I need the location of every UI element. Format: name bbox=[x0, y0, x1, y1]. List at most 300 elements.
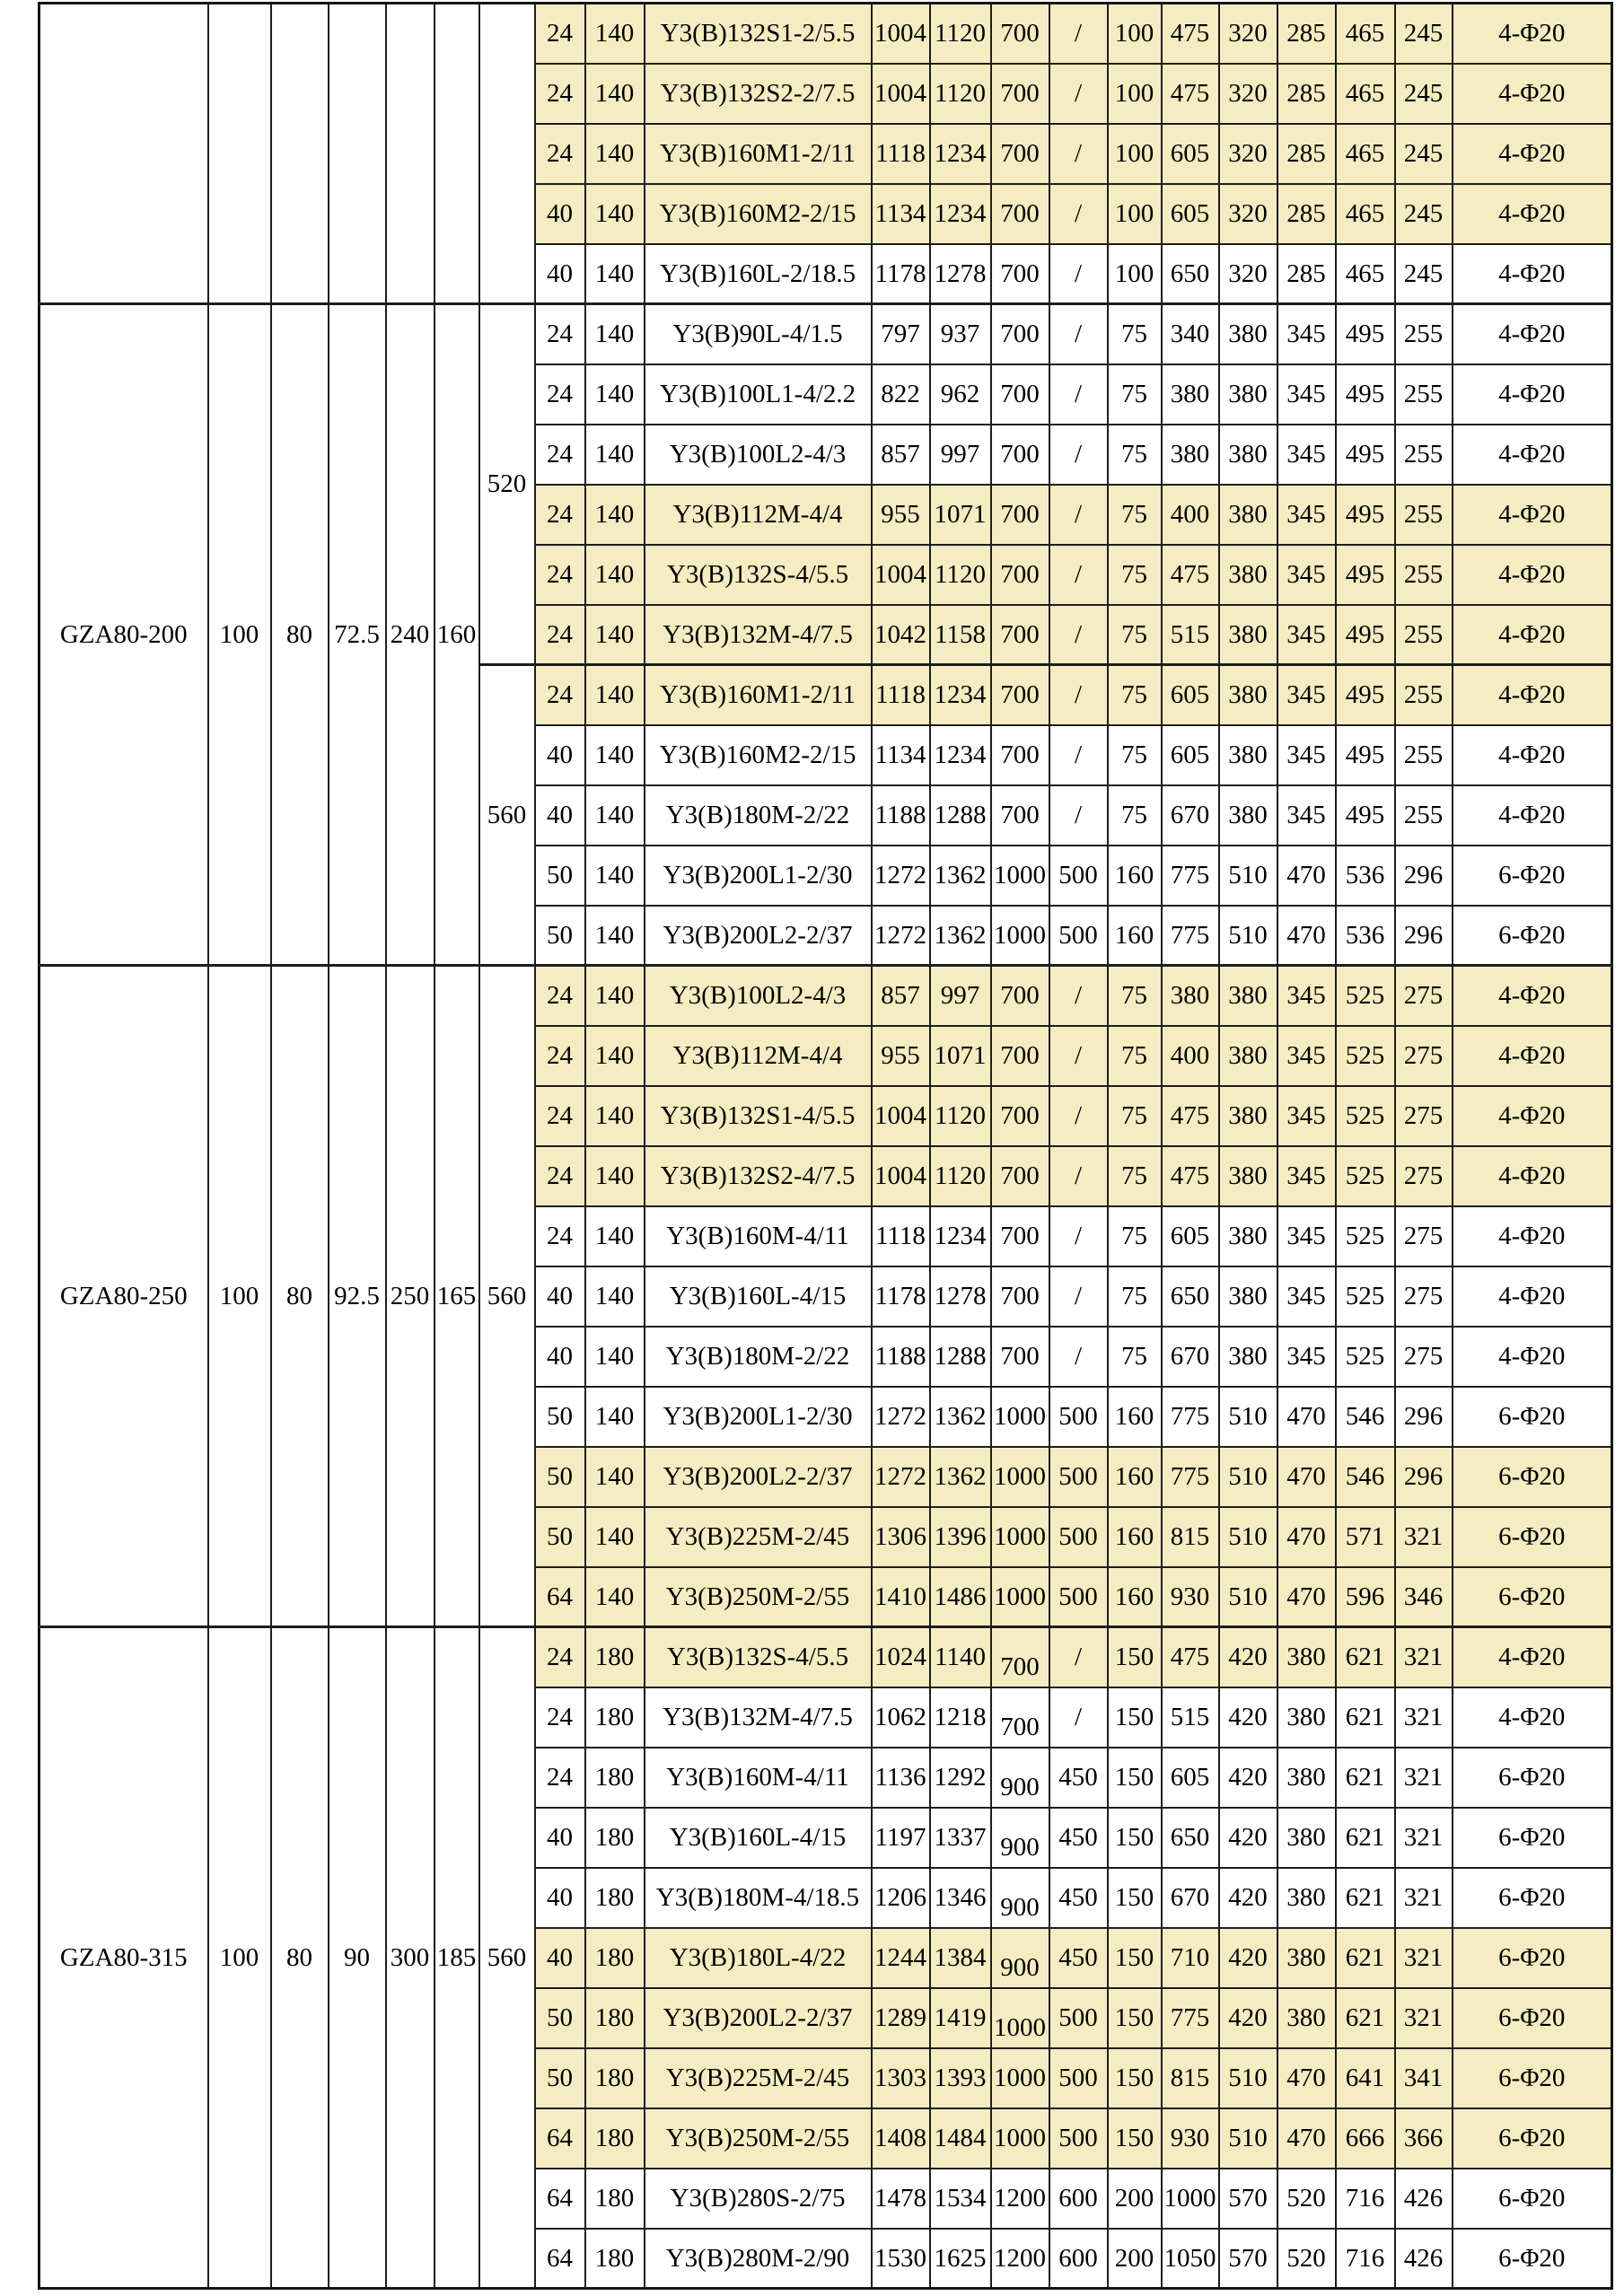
data-cell-text: 160 bbox=[1114, 1582, 1154, 1611]
data-cell-text: / bbox=[1074, 1281, 1083, 1310]
data-cell bbox=[585, 545, 645, 605]
data-cell bbox=[535, 485, 585, 545]
data-cell bbox=[991, 846, 1049, 906]
data-cell-text: 321 bbox=[1403, 1762, 1444, 1792]
data-cell bbox=[1336, 425, 1395, 485]
data-cell bbox=[991, 1507, 1049, 1567]
data-cell-text: 150 bbox=[1114, 1762, 1154, 1792]
data-cell bbox=[1108, 1447, 1162, 1507]
data-cell bbox=[1049, 1868, 1108, 1928]
data-cell-text: / bbox=[1074, 1221, 1083, 1250]
mount-group-cell-text: 560 bbox=[487, 800, 527, 829]
data-cell bbox=[1277, 1026, 1336, 1086]
data-cell bbox=[930, 1868, 991, 1928]
dim-cell-text: 165 bbox=[436, 1281, 477, 1310]
data-cell bbox=[585, 725, 645, 785]
data-cell-text: 621 bbox=[1345, 1643, 1385, 1672]
data-cell-text: 1188 bbox=[874, 800, 926, 829]
data-cell bbox=[1219, 1206, 1277, 1266]
data-cell-text: 296 bbox=[1403, 1401, 1444, 1431]
data-cell bbox=[535, 1387, 585, 1447]
data-cell-text: 1134 bbox=[874, 740, 926, 769]
data-cell bbox=[1395, 124, 1453, 184]
data-cell bbox=[1336, 1507, 1395, 1567]
data-cell-text: 255 bbox=[1403, 320, 1444, 349]
data-cell bbox=[1162, 1868, 1219, 1928]
data-cell bbox=[1277, 785, 1336, 846]
bolt-spec-cell bbox=[1453, 364, 1612, 425]
data-cell bbox=[991, 1928, 1049, 1988]
data-cell bbox=[1395, 2229, 1453, 2289]
data-cell-text: / bbox=[1074, 259, 1083, 288]
data-cell bbox=[1162, 1687, 1219, 1748]
data-cell-text: 775 bbox=[1170, 860, 1210, 889]
data-cell bbox=[1108, 1808, 1162, 1868]
dim-cell bbox=[271, 4, 329, 304]
data-cell bbox=[1108, 364, 1162, 425]
data-cell bbox=[1049, 1327, 1108, 1387]
data-cell bbox=[1219, 1387, 1277, 1447]
data-cell bbox=[1395, 184, 1453, 244]
model-cell-text: GZA80-315 bbox=[59, 1942, 188, 1972]
data-cell bbox=[1336, 846, 1395, 906]
data-cell-text: 345 bbox=[1286, 1100, 1326, 1130]
data-cell bbox=[1395, 1928, 1453, 1988]
data-cell bbox=[1336, 4, 1395, 64]
data-cell bbox=[1395, 4, 1453, 64]
bolt-spec-cell-text: 4-Φ20 bbox=[1498, 1161, 1566, 1190]
data-cell-text: 775 bbox=[1170, 920, 1210, 950]
data-cell bbox=[1108, 425, 1162, 485]
data-cell bbox=[1277, 364, 1336, 425]
motor-model-cell bbox=[645, 1266, 872, 1327]
data-cell-text: 857 bbox=[881, 981, 920, 1011]
data-cell bbox=[872, 2048, 930, 2108]
data-cell bbox=[1219, 1627, 1277, 1687]
motor-model-cell bbox=[645, 1627, 872, 1687]
data-cell bbox=[1395, 966, 1453, 1026]
data-cell-text: 140 bbox=[594, 1221, 635, 1250]
data-cell bbox=[1277, 846, 1336, 906]
data-cell-text: 275 bbox=[1403, 981, 1444, 1011]
data-cell-text: 345 bbox=[1286, 1221, 1326, 1250]
data-cell-text: 1200 bbox=[994, 2243, 1046, 2273]
data-cell bbox=[585, 1086, 645, 1146]
data-cell bbox=[1049, 1567, 1108, 1627]
bolt-spec-cell-text: 4-Φ20 bbox=[1498, 320, 1566, 349]
data-cell bbox=[1162, 1206, 1219, 1266]
bolt-spec-cell bbox=[1453, 1808, 1612, 1868]
data-cell-text: / bbox=[1074, 499, 1083, 529]
data-cell bbox=[1395, 1507, 1453, 1567]
motor-model-cell-text: Y3(B)132S-4/5.5 bbox=[666, 559, 849, 589]
data-cell bbox=[585, 1327, 645, 1387]
data-cell-text: 1484 bbox=[934, 2123, 987, 2152]
data-cell bbox=[1162, 2229, 1219, 2289]
data-cell-text: 1272 bbox=[874, 920, 926, 950]
data-cell bbox=[1108, 64, 1162, 124]
data-cell-text: 1062 bbox=[874, 1702, 926, 1731]
data-cell-text: 525 bbox=[1345, 1100, 1385, 1130]
data-cell-text: 571 bbox=[1345, 1521, 1385, 1551]
data-cell-text: 275 bbox=[1403, 1221, 1444, 1250]
bolt-spec-cell-text: 6-Φ20 bbox=[1498, 1401, 1566, 1431]
data-cell-text: 380 bbox=[1228, 320, 1268, 349]
data-cell bbox=[585, 1687, 645, 1748]
data-cell-text: 75 bbox=[1121, 559, 1147, 589]
data-cell bbox=[585, 1206, 645, 1266]
data-cell bbox=[1219, 966, 1277, 1026]
data-cell-text: 380 bbox=[1286, 1702, 1326, 1731]
bolt-spec-cell bbox=[1453, 1687, 1612, 1748]
data-cell-text: 320 bbox=[1228, 138, 1268, 168]
data-cell bbox=[1049, 304, 1108, 364]
data-cell-text: 140 bbox=[594, 1161, 635, 1190]
data-cell bbox=[1336, 725, 1395, 785]
data-cell bbox=[1395, 1206, 1453, 1266]
data-cell bbox=[535, 2048, 585, 2108]
data-cell-text: 245 bbox=[1403, 198, 1444, 228]
data-cell bbox=[535, 906, 585, 966]
data-cell-text: 500 bbox=[1058, 2063, 1098, 2092]
dim-cell bbox=[435, 1627, 479, 2289]
data-cell bbox=[1395, 1447, 1453, 1507]
data-cell-text: 24 bbox=[547, 619, 573, 649]
data-cell bbox=[1277, 2048, 1336, 2108]
data-cell bbox=[1108, 725, 1162, 785]
data-cell bbox=[930, 1447, 991, 1507]
motor-model-cell bbox=[645, 906, 872, 966]
motor-model-cell bbox=[645, 1748, 872, 1808]
data-cell bbox=[991, 1748, 1049, 1808]
bolt-spec-cell-text: 6-Φ20 bbox=[1498, 2063, 1566, 2092]
motor-model-cell-text: Y3(B)280S-2/75 bbox=[670, 2183, 846, 2213]
data-cell-text: 1004 bbox=[874, 559, 926, 589]
data-cell-text: 900 bbox=[1000, 1952, 1040, 1982]
data-cell bbox=[1277, 2169, 1336, 2229]
bolt-spec-cell bbox=[1453, 184, 1612, 244]
data-cell bbox=[1049, 906, 1108, 966]
bolt-spec-cell bbox=[1453, 2229, 1612, 2289]
motor-model-cell bbox=[645, 2169, 872, 2229]
motor-model-cell bbox=[645, 605, 872, 665]
data-cell bbox=[1395, 1687, 1453, 1748]
dim-cell bbox=[271, 966, 329, 1627]
data-cell-text: 160 bbox=[1114, 1521, 1154, 1551]
data-cell-text: 857 bbox=[881, 439, 920, 469]
data-cell-text: 296 bbox=[1403, 860, 1444, 889]
data-cell-text: 160 bbox=[1114, 1461, 1154, 1491]
data-cell-text: 1337 bbox=[934, 1822, 987, 1852]
data-cell bbox=[1162, 846, 1219, 906]
data-cell-text: 50 bbox=[547, 920, 573, 950]
motor-model-cell-text: Y3(B)250M-2/55 bbox=[665, 2123, 850, 2152]
motor-model-cell bbox=[645, 1086, 872, 1146]
data-cell-text: 500 bbox=[1058, 1461, 1098, 1491]
data-cell bbox=[872, 485, 930, 545]
data-cell-text: 1362 bbox=[934, 1461, 987, 1491]
data-cell bbox=[930, 785, 991, 846]
data-cell-text: 1278 bbox=[934, 259, 987, 288]
data-cell bbox=[1219, 785, 1277, 846]
data-cell-text: 285 bbox=[1286, 259, 1326, 288]
data-cell-text: 75 bbox=[1121, 379, 1147, 408]
motor-model-cell-text: Y3(B)132S1-4/5.5 bbox=[660, 1100, 856, 1130]
data-cell-text: 380 bbox=[1228, 1100, 1268, 1130]
motor-model-cell-text: Y3(B)160M2-2/15 bbox=[659, 198, 856, 228]
bolt-spec-cell bbox=[1453, 1026, 1612, 1086]
bolt-spec-cell bbox=[1453, 1086, 1612, 1146]
data-cell bbox=[1219, 2048, 1277, 2108]
data-cell bbox=[535, 846, 585, 906]
bolt-spec-cell-text: 4-Φ20 bbox=[1498, 138, 1566, 168]
data-cell-text: 1206 bbox=[874, 1882, 926, 1912]
data-cell bbox=[1162, 1627, 1219, 1687]
data-cell bbox=[1395, 1567, 1453, 1627]
data-cell bbox=[872, 364, 930, 425]
data-cell bbox=[1219, 906, 1277, 966]
bolt-spec-cell bbox=[1453, 1206, 1612, 1266]
data-cell bbox=[1162, 485, 1219, 545]
data-cell bbox=[1277, 1266, 1336, 1327]
data-cell bbox=[1336, 1868, 1395, 1928]
data-cell bbox=[1219, 605, 1277, 665]
data-cell-text: 24 bbox=[547, 19, 573, 48]
data-cell-text: 596 bbox=[1345, 1582, 1385, 1611]
data-cell bbox=[1049, 2048, 1108, 2108]
data-cell-text: 700 bbox=[1000, 1281, 1040, 1310]
data-cell-text: 700 bbox=[1000, 320, 1040, 349]
data-cell-text: / bbox=[1074, 78, 1083, 108]
data-cell bbox=[585, 364, 645, 425]
data-cell bbox=[872, 906, 930, 966]
data-cell-text: 1000 bbox=[994, 920, 1046, 950]
data-cell-text: 40 bbox=[547, 1822, 573, 1852]
bolt-spec-cell-text: 4-Φ20 bbox=[1498, 1040, 1566, 1070]
mount-group-cell-text: 520 bbox=[487, 469, 527, 499]
data-cell-text: 1625 bbox=[934, 2243, 987, 2273]
data-cell bbox=[872, 1748, 930, 1808]
dim-cell bbox=[208, 966, 271, 1627]
data-cell bbox=[930, 906, 991, 966]
data-cell bbox=[930, 2108, 991, 2169]
data-cell bbox=[1277, 1206, 1336, 1266]
mount-group-cell bbox=[479, 966, 535, 1627]
data-cell-text: 380 bbox=[1170, 439, 1210, 469]
motor-model-cell-text: Y3(B)132S2-4/7.5 bbox=[660, 1161, 856, 1190]
data-cell-text: 1234 bbox=[934, 198, 987, 228]
data-cell-text: 621 bbox=[1345, 2002, 1385, 2032]
data-cell-text: 621 bbox=[1345, 1882, 1385, 1912]
data-cell-text: 345 bbox=[1286, 499, 1326, 529]
data-cell bbox=[1336, 605, 1395, 665]
data-cell bbox=[585, 1507, 645, 1567]
data-cell bbox=[1219, 1327, 1277, 1387]
data-cell bbox=[991, 1808, 1049, 1868]
motor-model-cell-text: Y3(B)160M-4/11 bbox=[666, 1762, 849, 1792]
data-cell-text: 345 bbox=[1286, 1161, 1326, 1190]
data-cell-text: 465 bbox=[1345, 138, 1385, 168]
bolt-spec-cell bbox=[1453, 244, 1612, 304]
data-cell-text: 75 bbox=[1121, 981, 1147, 1011]
data-cell bbox=[872, 4, 930, 64]
data-cell-text: 140 bbox=[594, 1100, 635, 1130]
bolt-spec-cell bbox=[1453, 2169, 1612, 2229]
data-cell bbox=[1162, 725, 1219, 785]
data-cell-text: 275 bbox=[1403, 1161, 1444, 1190]
data-cell-text: 495 bbox=[1345, 740, 1385, 769]
mount-group-cell bbox=[479, 1627, 535, 2289]
bolt-spec-cell-text: 4-Φ20 bbox=[1498, 379, 1566, 408]
motor-model-cell-text: Y3(B)180M-2/22 bbox=[665, 800, 850, 829]
data-cell-text: 321 bbox=[1403, 1942, 1444, 1972]
data-cell bbox=[1162, 2169, 1219, 2229]
data-cell-text: 1362 bbox=[934, 1401, 987, 1431]
bolt-spec-cell bbox=[1453, 1327, 1612, 1387]
data-cell bbox=[930, 1327, 991, 1387]
data-cell-text: 450 bbox=[1058, 1822, 1098, 1852]
data-cell bbox=[1336, 1567, 1395, 1627]
data-cell-text: 275 bbox=[1403, 1040, 1444, 1070]
data-cell-text: 75 bbox=[1121, 320, 1147, 349]
data-cell bbox=[1049, 725, 1108, 785]
data-cell-text: 345 bbox=[1286, 379, 1326, 408]
data-cell bbox=[1336, 1206, 1395, 1266]
data-cell bbox=[1395, 1327, 1453, 1387]
dim-cell bbox=[329, 966, 386, 1627]
data-cell-text: 605 bbox=[1170, 1762, 1210, 1792]
data-cell-text: 24 bbox=[547, 559, 573, 589]
data-cell-text: 1120 bbox=[935, 78, 986, 108]
data-cell-text: 1530 bbox=[874, 2243, 926, 2273]
data-cell bbox=[535, 1266, 585, 1327]
data-cell bbox=[1395, 1026, 1453, 1086]
data-cell-text: 666 bbox=[1345, 2123, 1385, 2152]
data-cell bbox=[1108, 244, 1162, 304]
motor-model-cell bbox=[645, 2229, 872, 2289]
data-cell-text: 500 bbox=[1058, 1521, 1098, 1551]
data-cell bbox=[1277, 545, 1336, 605]
data-cell-text: 775 bbox=[1170, 2002, 1210, 2032]
data-cell bbox=[1108, 966, 1162, 1026]
data-cell-text: 1000 bbox=[994, 1401, 1046, 1431]
data-cell bbox=[1108, 4, 1162, 64]
data-cell-text: 420 bbox=[1228, 1942, 1268, 1972]
data-cell-text: 546 bbox=[1345, 1401, 1385, 1431]
data-cell-text: 1050 bbox=[1163, 2243, 1216, 2273]
data-cell bbox=[1049, 1627, 1108, 1687]
data-cell bbox=[1219, 2169, 1277, 2229]
data-cell bbox=[585, 1447, 645, 1507]
data-cell-text: 515 bbox=[1170, 1702, 1210, 1731]
bolt-spec-cell-text: 4-Φ20 bbox=[1498, 800, 1566, 829]
bolt-spec-cell-text: 4-Φ20 bbox=[1498, 559, 1566, 589]
data-cell bbox=[585, 1387, 645, 1447]
data-cell bbox=[1336, 2229, 1395, 2289]
data-cell bbox=[872, 184, 930, 244]
bolt-spec-cell bbox=[1453, 1567, 1612, 1627]
data-cell-text: 24 bbox=[547, 1221, 573, 1250]
data-cell bbox=[1108, 2108, 1162, 2169]
motor-model-cell bbox=[645, 485, 872, 545]
data-cell-text: 400 bbox=[1170, 1040, 1210, 1070]
bolt-spec-cell-text: 4-Φ20 bbox=[1498, 1643, 1566, 1672]
data-cell-text: 700 bbox=[1000, 19, 1040, 48]
bolt-spec-cell-text: 6-Φ20 bbox=[1498, 1582, 1566, 1611]
data-cell bbox=[872, 1567, 930, 1627]
data-cell bbox=[1277, 1327, 1336, 1387]
data-cell bbox=[1108, 1567, 1162, 1627]
data-cell-text: 426 bbox=[1403, 2243, 1444, 2273]
data-cell-text: 75 bbox=[1121, 439, 1147, 469]
data-cell bbox=[991, 1447, 1049, 1507]
data-cell-text: 495 bbox=[1345, 320, 1385, 349]
data-cell-text: 1534 bbox=[934, 2183, 987, 2213]
data-cell-text: / bbox=[1074, 559, 1083, 589]
data-cell-text: 150 bbox=[1114, 1942, 1154, 1972]
data-cell-text: 997 bbox=[940, 439, 980, 469]
data-cell-text: 75 bbox=[1121, 740, 1147, 769]
data-cell-text: 1362 bbox=[934, 860, 987, 889]
data-cell-text: 24 bbox=[547, 1040, 573, 1070]
data-cell-text: / bbox=[1074, 439, 1083, 469]
data-cell bbox=[1108, 1507, 1162, 1567]
motor-model-cell bbox=[645, 1988, 872, 2048]
data-cell-text: 937 bbox=[940, 320, 980, 349]
data-cell-text: 1178 bbox=[874, 259, 926, 288]
data-cell-text: 815 bbox=[1170, 1521, 1210, 1551]
data-cell bbox=[1395, 304, 1453, 364]
data-cell bbox=[1395, 64, 1453, 124]
data-cell bbox=[1108, 184, 1162, 244]
data-cell bbox=[930, 4, 991, 64]
dim-cell-text: 92.5 bbox=[334, 1281, 380, 1310]
data-cell bbox=[1336, 906, 1395, 966]
data-cell bbox=[1162, 1808, 1219, 1868]
data-cell bbox=[535, 1507, 585, 1567]
data-cell-text: 345 bbox=[1286, 1281, 1326, 1310]
dim-cell bbox=[329, 1627, 386, 2289]
data-cell bbox=[535, 545, 585, 605]
data-cell-text: 470 bbox=[1286, 1521, 1326, 1551]
dim-cell bbox=[386, 304, 435, 966]
spec-row bbox=[40, 4, 1612, 64]
data-cell-text: / bbox=[1074, 1643, 1083, 1672]
data-cell bbox=[585, 2048, 645, 2108]
data-cell bbox=[1395, 605, 1453, 665]
bolt-spec-cell-text: 4-Φ20 bbox=[1498, 1341, 1566, 1371]
data-cell bbox=[930, 1567, 991, 1627]
data-cell-text: 285 bbox=[1286, 19, 1326, 48]
data-cell-text: 180 bbox=[594, 1882, 635, 1912]
motor-model-cell bbox=[645, 1687, 872, 1748]
data-cell-text: 536 bbox=[1345, 920, 1385, 950]
data-cell-text: 150 bbox=[1114, 2002, 1154, 2032]
data-cell bbox=[991, 966, 1049, 1026]
data-cell bbox=[585, 906, 645, 966]
data-cell bbox=[1336, 1086, 1395, 1146]
data-cell-text: 962 bbox=[940, 379, 980, 408]
data-cell-text: / bbox=[1074, 800, 1083, 829]
motor-model-cell bbox=[645, 846, 872, 906]
data-cell bbox=[1219, 1026, 1277, 1086]
data-cell-text: 345 bbox=[1286, 439, 1326, 469]
data-cell-text: 700 bbox=[1000, 78, 1040, 108]
data-cell bbox=[1277, 966, 1336, 1026]
data-cell bbox=[535, 4, 585, 64]
data-cell-text: 605 bbox=[1170, 198, 1210, 228]
data-cell-text: 1178 bbox=[874, 1281, 926, 1310]
